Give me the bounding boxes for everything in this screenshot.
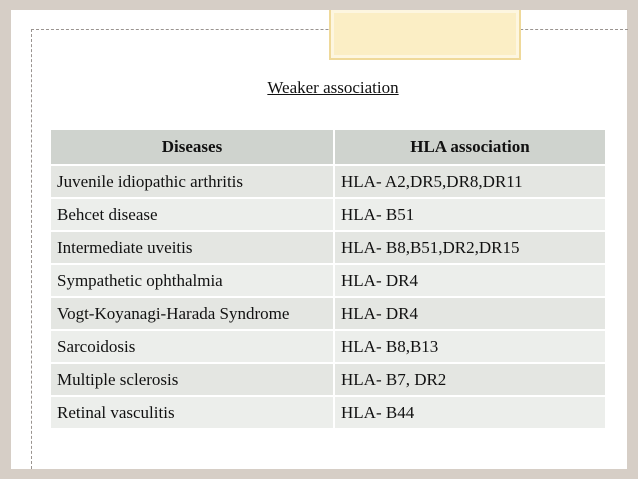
hla-cell: HLA- B7, DR2 [335, 364, 605, 395]
hla-cell: HLA- DR4 [335, 265, 605, 296]
disease-cell: Sarcoidosis [51, 331, 335, 362]
slide [11, 10, 627, 469]
hla-cell: HLA- DR4 [335, 298, 605, 329]
table-row [51, 265, 605, 296]
slide-title: Weaker association [267, 78, 399, 97]
hla-cell: HLA- B51 [335, 199, 605, 230]
disease-cell: Juvenile idiopathic arthritis [51, 166, 335, 197]
table-row [51, 298, 605, 329]
hla-cell: HLA- B8,B13 [335, 331, 605, 362]
table-row [51, 232, 605, 263]
table-row [51, 199, 605, 230]
hla-cell: HLA- B8,B51,DR2,DR15 [335, 232, 605, 263]
column-header-hla-association: HLA association [335, 130, 605, 164]
table-row [51, 397, 605, 428]
disease-cell: Sympathetic ophthalmia [51, 265, 335, 296]
disease-cell: Retinal vasculitis [51, 397, 335, 428]
disease-cell: Intermediate uveitis [51, 232, 335, 263]
column-header-diseases: Diseases [51, 130, 335, 164]
table-row [51, 331, 605, 362]
table-header-row [51, 130, 605, 164]
table-row [51, 364, 605, 395]
disease-cell: Behcet disease [51, 199, 335, 230]
disease-cell: Multiple sclerosis [51, 364, 335, 395]
hla-cell: HLA- A2,DR5,DR8,DR11 [335, 166, 605, 197]
disease-cell: Vogt-Koyanagi-Harada Syndrome [51, 298, 335, 329]
hla-association-table [51, 128, 605, 430]
hla-cell: HLA- B44 [335, 397, 605, 428]
table-row [51, 166, 605, 197]
decorative-accent-box [329, 10, 521, 60]
